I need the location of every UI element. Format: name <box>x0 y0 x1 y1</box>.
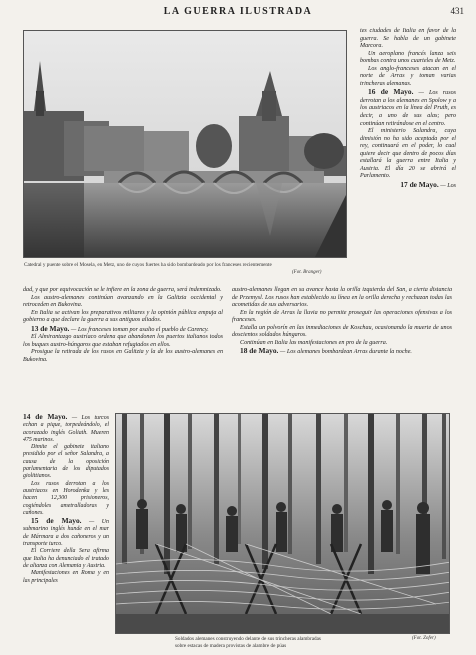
bottom-photo-caption-line1: Soldados alemanes construyendo delante de sus trincheras alambradas <box>175 636 321 642</box>
paragraph: dad, y que por equivocación se le infiere en la zona de guerra, será indemnizado. <box>23 287 222 293</box>
paragraph: — Un submarino inglés hunde en el mar de Mármara a dos cañoneros y un transporte turco. <box>23 519 109 548</box>
paragraph: austro-alemanes llegan en su avance hasta la orilla izquierda del San, a cierta distancia de Przemysl. Los rusos han establecido su línea en la orilla derecha y rechazan todas las acometidas de sus adversarios. <box>232 287 452 309</box>
paragraph: Los austro-alemanes continúan avanzando en la Galitzia occidental y retroceden en Bukovina. <box>23 294 223 309</box>
soldiers-barbed-wire-photo <box>115 413 450 634</box>
top-photo-caption: Catedral y puente sobre el Mosela, en Metz, uno de cuyos fuertes ha sido bombardeado por los franceses recientemente <box>24 262 272 268</box>
paragraph: Dimite el gabinete italiano presidido por el señor Salandra, a causa de la oposición parlamentaria de los diputados giolittianos. <box>23 444 109 480</box>
date-heading: 18 de Mayo. <box>240 346 279 356</box>
paragraph: tes ciudades de Italia en favor de la guerra. Se habla de un gabinete Marcora. <box>360 28 456 50</box>
date-heading: 14 de Mayo. <box>23 412 68 421</box>
publication-title: LA GUERRA ILUSTRADA <box>163 6 313 17</box>
paragraph: El ministerio Salandra, cuya dimisión no ha sido aceptada por el rey, continuará en el poder, lo cual quiere decir que dentro de pocos días estallará la guerra entre Italia y Austria. El día 20 se abrirá el Parlamento. <box>360 128 456 180</box>
page-header <box>0 6 476 20</box>
date-heading: 17 de Mayo. <box>400 179 439 189</box>
paragraph: — Los turcos echan a pique, torpedeándolo, el acorazado inglés Goliath. Mueren 475 marinos. <box>23 415 109 443</box>
paragraph: — Los <box>440 182 456 189</box>
top-photo-credit: (Fot. Branger) <box>292 270 322 275</box>
paragraph: Los anglo-franceses atacan en el norte de Arras y toman varias trincheras alemanas. <box>360 65 456 87</box>
right-column <box>360 28 456 190</box>
paragraph: — Los alemanes bombardean Arras durante la noche. <box>279 349 412 356</box>
paragraph: Un aeroplano francés lanza seis bombas contra unos cuarteles de Metz. <box>360 50 456 65</box>
paragraph: Continúan en Italia las manifestaciones en pro de la guerra. <box>240 339 388 346</box>
bottom-photo-caption-line2: sobre estacas de madera provistas de alambre de púas <box>175 643 287 649</box>
left-column-top <box>23 287 223 364</box>
paragraph: En Italia se activan los preparativos militares y la opinión pública empuja al gobierno a que declare la guerra a sus antiguos aliados. <box>23 309 223 324</box>
page-number: 431 <box>450 6 464 16</box>
paragraph: Prosigue la retirada de los rusos en Galitzia y la de los austro-alemanes en Bukovina. <box>23 349 223 363</box>
date-heading: 16 de Mayo. <box>368 87 414 97</box>
paragraph: Manifestaciones en Roma y en las principales <box>23 570 109 584</box>
cathedral-bridge-photo <box>23 30 347 258</box>
paragraph: El Corriere della Sera afirma que Italia ha denunciado el tratado de alianza con Alemania y Austria. <box>23 548 109 569</box>
paragraph: En la región de Arras la lluvia no permite proseguir las operaciones ofensivas a los franceses. <box>232 309 452 324</box>
paragraph: — Los franceses toman por asalto el pueblo de Carency. <box>70 326 209 333</box>
left-column-narrow <box>23 413 109 585</box>
date-heading: 13 de Mayo. <box>31 323 70 333</box>
bottom-photo-credit: (Fot. Zofer) <box>412 636 436 641</box>
paragraph: Estalla un polvorín en las inmediaciones de Koschau, ocasionando la muerte de unos doscientos soldados húngaros. <box>232 324 452 339</box>
paragraph: — Los rusos derrotan a los alemanes en Spolow y a los austriacos en la línea del Pruth, es decir, a uno de sus alas; pero continúan retirándose en el centro. <box>360 90 457 127</box>
paragraph: Los rusos derrotan a los austriacos en Horodenka y les hacen 12,300 prisioneros, cogiéndoles ametralladoras y cañones. <box>23 480 109 516</box>
middle-column <box>232 287 452 357</box>
paragraph: El Almirantazgo austríaco ordena que abandonen los puertos italianos todos los buques austro-húngaros que estaban refugiados en ellos. <box>23 334 223 348</box>
date-heading: 15 de Mayo. <box>31 516 82 526</box>
